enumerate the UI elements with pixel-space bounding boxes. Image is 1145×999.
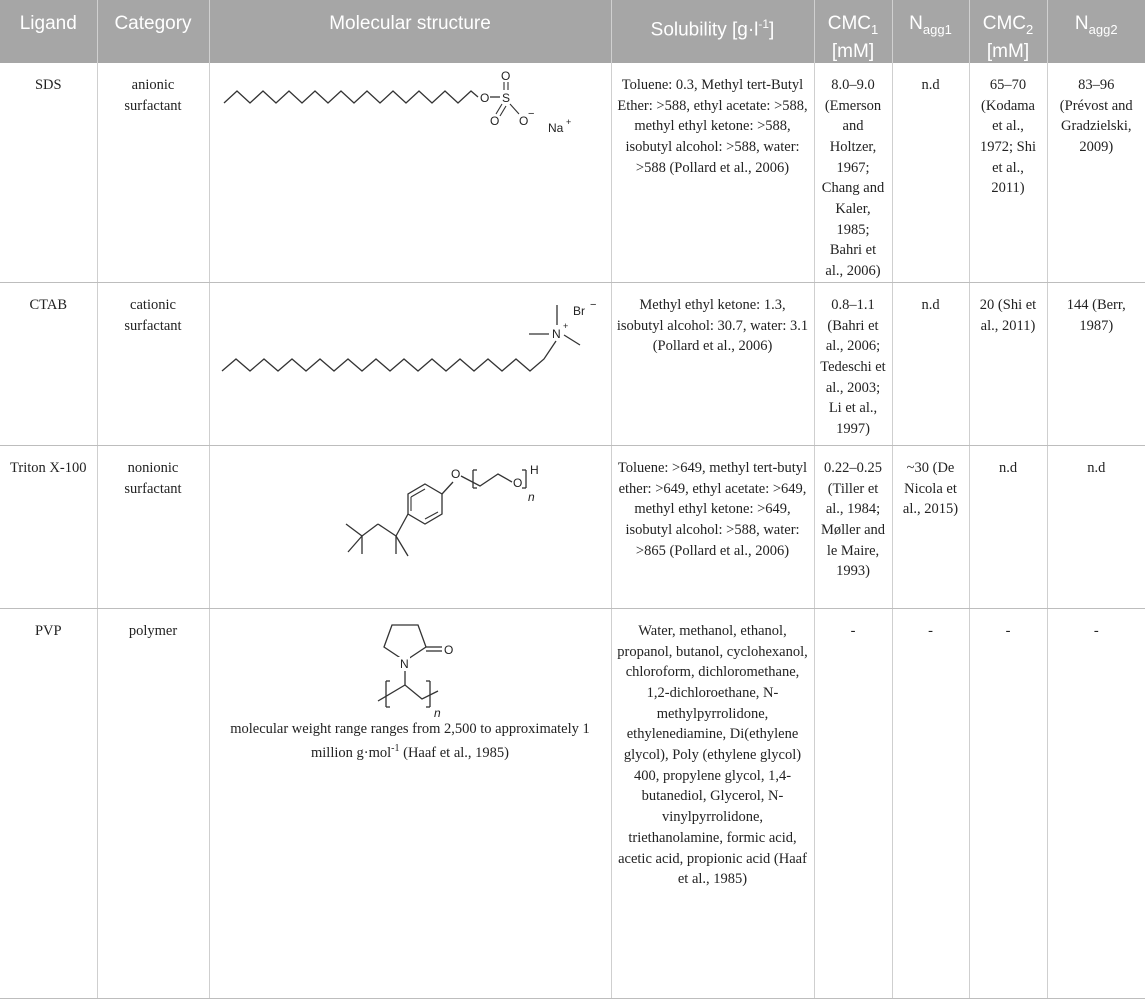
header-category: Category	[97, 0, 209, 63]
cmc1-cell: -	[814, 608, 892, 998]
nagg1-cell: n.d	[892, 282, 969, 445]
header-cmc1: $CMC_1$ [mM]	[814, 0, 892, 63]
header-nagg2: $N_{agg2}$	[1047, 0, 1145, 63]
header-solubility: Solubility $[g\cdot l^{-1}]$	[611, 0, 814, 63]
cmc2-cell: 65–70 (Kodama et al., 1972; Shi et al., 2011)	[969, 63, 1047, 283]
svg-text:O: O	[479, 90, 489, 105]
structure-cell	[209, 63, 611, 283]
cmc2-cell: 20 (Shi et al., 2011)	[969, 282, 1047, 445]
svg-text:O: O	[518, 113, 528, 128]
table-row	[0, 445, 1145, 608]
svg-text:O: O	[500, 68, 510, 83]
solubility-cell: Toluene: 0.3, Methyl tert-Butyl Ether: >588, ethyl acetate: >588, methyl ethyl ketone: >588, isobutyl alcohol: >588, water: >588 (Pollard et al., 2006)	[611, 63, 814, 283]
svg-text:S: S	[501, 90, 510, 105]
svg-text:N: N	[551, 326, 561, 341]
nagg2-cell: 83–96 (Prévost and Gradzielski, 2009)	[1047, 63, 1145, 283]
nagg2-cell: n.d	[1047, 445, 1145, 608]
svg-text:+: +	[562, 320, 568, 331]
pvp-structure-image	[350, 617, 470, 720]
pvp-caption: molecular weight range ranges from 2,500 to approximately 1 million g·mol$^{-1}$ (Haaf et al., 1985)	[230, 720, 590, 761]
triton-structure-image	[250, 454, 570, 584]
svg-text:N: N	[400, 656, 409, 671]
header-cmc2: $CMC_2$ [mM]	[969, 0, 1047, 63]
table-row	[0, 608, 1145, 998]
category-cell: polymer	[97, 608, 209, 998]
category-cell: nonionic surfactant	[97, 445, 209, 608]
svg-text:H: H	[530, 462, 539, 477]
table-row	[0, 63, 1145, 283]
cmc1-cell: 0.8–1.1 (Bahri et al., 2006; Tedeschi et al., 2003; Li et al., 1997)	[814, 282, 892, 445]
nagg2-cell: -	[1047, 608, 1145, 998]
svg-text:−: −	[527, 107, 534, 120]
structure-cell	[209, 608, 611, 998]
nagg1-cell: ~30 (De Nicola et al., 2015)	[892, 445, 969, 608]
structure-cell	[209, 282, 611, 445]
nagg1-cell: n.d	[892, 63, 969, 283]
header-row	[0, 0, 1145, 63]
category-cell: anionic surfactant	[97, 63, 209, 283]
svg-text:O: O	[444, 642, 454, 657]
svg-text:n: n	[434, 705, 441, 720]
header-ligand: Ligand	[0, 0, 97, 63]
cmc2-cell: -	[969, 608, 1047, 998]
svg-text:O: O	[451, 466, 461, 481]
ctab-structure-image	[216, 291, 606, 381]
cmc1-cell: 8.0–9.0 (Emerson and Holtzer, 1967; Chang and Kaler, 1985; Bahri et al., 2006)	[814, 63, 892, 283]
svg-text:−: −	[589, 298, 596, 311]
svg-text:Br: Br	[572, 303, 585, 318]
cmc2-cell: n.d	[969, 445, 1047, 608]
svg-text:+: +	[565, 116, 571, 127]
solubility-cell: Methyl ethyl ketone: 1.3, isobutyl alcohol: 30.7, water: 3.1 (Pollard et al., 2006)	[611, 282, 814, 445]
svg-text:O: O	[513, 475, 523, 490]
table-row	[0, 282, 1145, 445]
structure-cell	[209, 445, 611, 608]
header-nagg1: $N_{agg1}$	[892, 0, 969, 63]
nagg1-cell: -	[892, 608, 969, 998]
solubility-cell: Toluene: >649, methyl tert-butyl ether: >649, ethyl acetate: >649, methyl ethyl ketone: >649, isobutyl alcohol: >588, water: >865 (Pollard et al., 2006)	[611, 445, 814, 608]
ligand-cell: Triton X-100	[0, 445, 97, 608]
svg-text:O: O	[489, 113, 499, 128]
svg-text:Na: Na	[547, 120, 563, 135]
svg-text:n: n	[528, 489, 535, 504]
header-structure: Molecular structure	[209, 0, 611, 63]
ligand-cell: PVP	[0, 608, 97, 998]
cmc1-cell: 0.22–0.25 (Tiller et al., 1984; Møller and le Maire, 1993)	[814, 445, 892, 608]
sds-structure-image	[216, 68, 606, 161]
ligand-cell: CTAB	[0, 282, 97, 445]
solubility-cell: Water, methanol, ethanol, propanol, butanol, cyclohexanol, chloroform, dichloromethane, 1,2-dichloroethane, N-methylpyrrolidone, ethylenediamine, Di(ethylene glycol), Poly (ethylene glycol) 400, propylene glycol, 1,4-butanediol, Glycerol, N-vinylpyrrolidone, triethanolamine, formic acid, acetic acid, propionic acid (Haaf et al., 1985)	[611, 608, 814, 998]
category-cell: cationic surfactant	[97, 282, 209, 445]
ligand-cell: SDS	[0, 63, 97, 283]
nagg2-cell: 144 (Berr, 1987)	[1047, 282, 1145, 445]
